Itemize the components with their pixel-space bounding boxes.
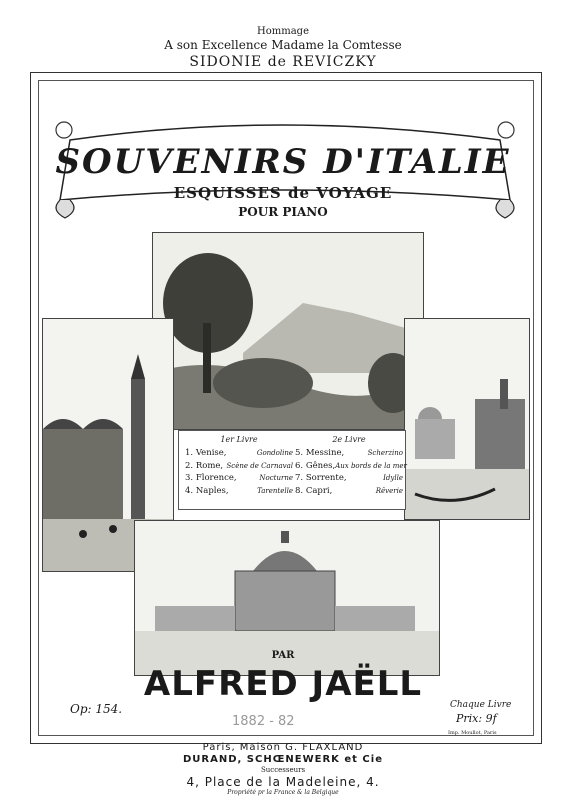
publisher-rights: Propriété pr la France & la Belgique bbox=[227, 789, 339, 796]
contents-table bbox=[178, 430, 406, 510]
publisher-line3: Successeurs bbox=[260, 766, 306, 774]
par-label: PAR bbox=[271, 650, 295, 661]
composer-name: ALFRED JAËLL bbox=[143, 664, 423, 704]
pencil-date: 1882 - 82 bbox=[232, 714, 295, 729]
list-item: 7. Sorrente, Idylle bbox=[295, 473, 403, 483]
list-item: 1. Venise, Gondoline bbox=[185, 448, 293, 458]
book2-header: 2e Livre bbox=[332, 435, 366, 444]
publisher-line2: DURAND, SCHŒNEWERK et Cie bbox=[183, 754, 383, 765]
list-item: 6. Gênes, Aux bords de la mer bbox=[295, 460, 407, 471]
list-item: 8. Capri, Rêverie bbox=[295, 485, 403, 496]
instrument: POUR PIANO bbox=[238, 205, 328, 219]
opus-number: Op: 154. bbox=[70, 702, 123, 716]
imprint: Imp. Moullot, Paris bbox=[448, 730, 497, 736]
list-item: 4. Naples, Tarentelle bbox=[185, 485, 293, 496]
book1-header: 1er Livre bbox=[220, 435, 258, 444]
dedication-hommage: Hommage bbox=[257, 26, 309, 37]
dedication-name: SIDONIE de REVICZKY bbox=[189, 54, 377, 70]
list-item: 5. Messine, Scherzino bbox=[295, 448, 403, 458]
price-label: Chaque Livre bbox=[450, 700, 512, 710]
publisher-line1: Paris, Maison G. FLAXLAND bbox=[202, 742, 364, 753]
dedication-line: A son Excellence Madame la Comtesse bbox=[164, 38, 402, 52]
list-item: 3. Florence, Nocturne bbox=[185, 473, 293, 483]
price-value: Prix: 9f bbox=[456, 712, 497, 725]
main-title: SOUVENIRS D'ITALIE bbox=[55, 142, 511, 182]
landscape-illustration bbox=[152, 232, 424, 430]
publisher-address: 4, Place de la Madeleine, 4. bbox=[186, 775, 380, 789]
list-item: 2. Rome, Scène de Carnaval bbox=[185, 460, 293, 471]
book1-column bbox=[185, 435, 293, 497]
book2-column bbox=[295, 435, 407, 497]
venice-canal-illustration bbox=[404, 318, 530, 520]
subtitle: ESQUISSES de VOYAGE bbox=[173, 184, 393, 202]
